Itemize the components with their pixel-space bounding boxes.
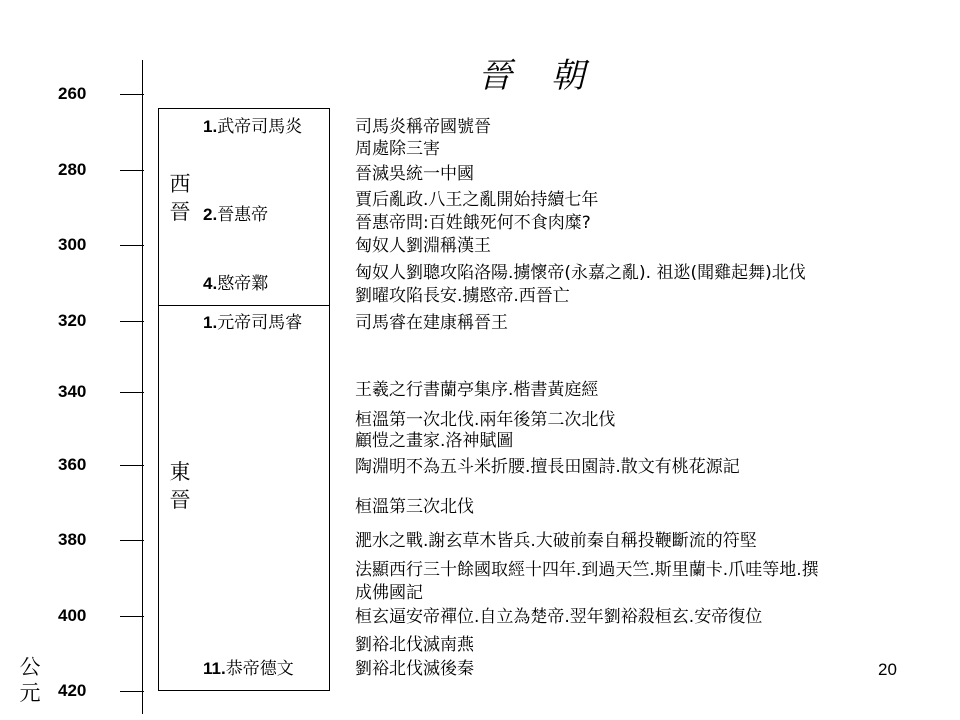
year-label: 400 (58, 606, 87, 625)
event-text: 桓溫第三次北伐 (355, 497, 474, 517)
year-tick (120, 245, 144, 246)
emperor-label: 4.愍帝鄴 (203, 274, 269, 294)
event-text: 劉裕北伐滅南燕 (355, 635, 474, 655)
year-label: 420 (58, 681, 87, 700)
page-number: 20 (878, 660, 897, 679)
event-text: 劉裕北伐滅後秦 (355, 659, 474, 679)
emperor-label: 1.武帝司馬炎 (203, 117, 303, 137)
event-text: 淝水之戰.謝玄草木皆兵.大破前秦自稱投鞭斷流的符堅 (355, 531, 757, 551)
year-tick (120, 616, 144, 617)
era-unit-label: 公 元 (19, 655, 41, 705)
event-text: 顧愷之畫家.洛神賦圖 (355, 431, 514, 451)
event-text: 王羲之行書蘭亭集序.楷書黃庭經 (355, 380, 599, 400)
event-text: 劉曜攻陷長安.擄愍帝.西晉亡 (355, 286, 570, 306)
event-text: 成佛國記 (355, 583, 423, 603)
event-text: 陶淵明不為五斗米折腰.擅長田園詩.散文有桃花源記 (355, 457, 740, 477)
event-text: 匈奴人劉淵稱漢王 (355, 236, 491, 256)
event-text: 晉滅吳統一中國 (355, 164, 474, 184)
year-tick (120, 540, 144, 541)
year-tick (120, 170, 144, 171)
year-label: 320 (58, 311, 87, 330)
page-title: 晉 朝 (478, 56, 599, 96)
emperor-label: 11.恭帝德文 (203, 659, 294, 679)
year-label: 380 (58, 530, 87, 549)
event-text: 匈奴人劉聰攻陷洛陽.擄懷帝(永嘉之亂). 祖逖(聞雞起舞)北伐 (355, 263, 806, 283)
eastern-jin-label: 東 晉 (169, 460, 191, 512)
western-jin-label: 西 晉 (169, 172, 191, 224)
year-tick (120, 465, 144, 466)
year-label: 260 (58, 84, 87, 103)
event-text: 司馬炎稱帝國號晉 (355, 117, 491, 137)
event-text: 法顯西行三十餘國取經十四年.到過天竺.斯里蘭卡.爪哇等地.撰 (355, 560, 819, 580)
event-text: 桓玄逼安帝禪位.自立為楚帝.翌年劉裕殺桓玄.安帝復位 (355, 607, 763, 627)
year-tick (120, 691, 144, 692)
year-label: 280 (58, 160, 87, 179)
year-label: 340 (58, 382, 87, 401)
event-text: 司馬睿在建康稱晉王 (355, 313, 508, 333)
year-tick (120, 392, 144, 393)
event-text: 賈后亂政.八王之亂開始持續七年 (355, 190, 599, 210)
event-text: 周處除三害 (355, 139, 440, 159)
event-text: 桓溫第一次北伐.兩年後第二次北伐 (355, 410, 616, 430)
year-label: 360 (58, 455, 87, 474)
year-tick (120, 321, 144, 322)
year-tick (120, 94, 144, 95)
event-text: 晉惠帝問:百姓餓死何不食肉糜? (355, 213, 591, 233)
emperor-label: 1.元帝司馬睿 (203, 313, 303, 333)
year-label: 300 (58, 235, 87, 254)
emperor-label: 2.晉惠帝 (203, 205, 269, 225)
